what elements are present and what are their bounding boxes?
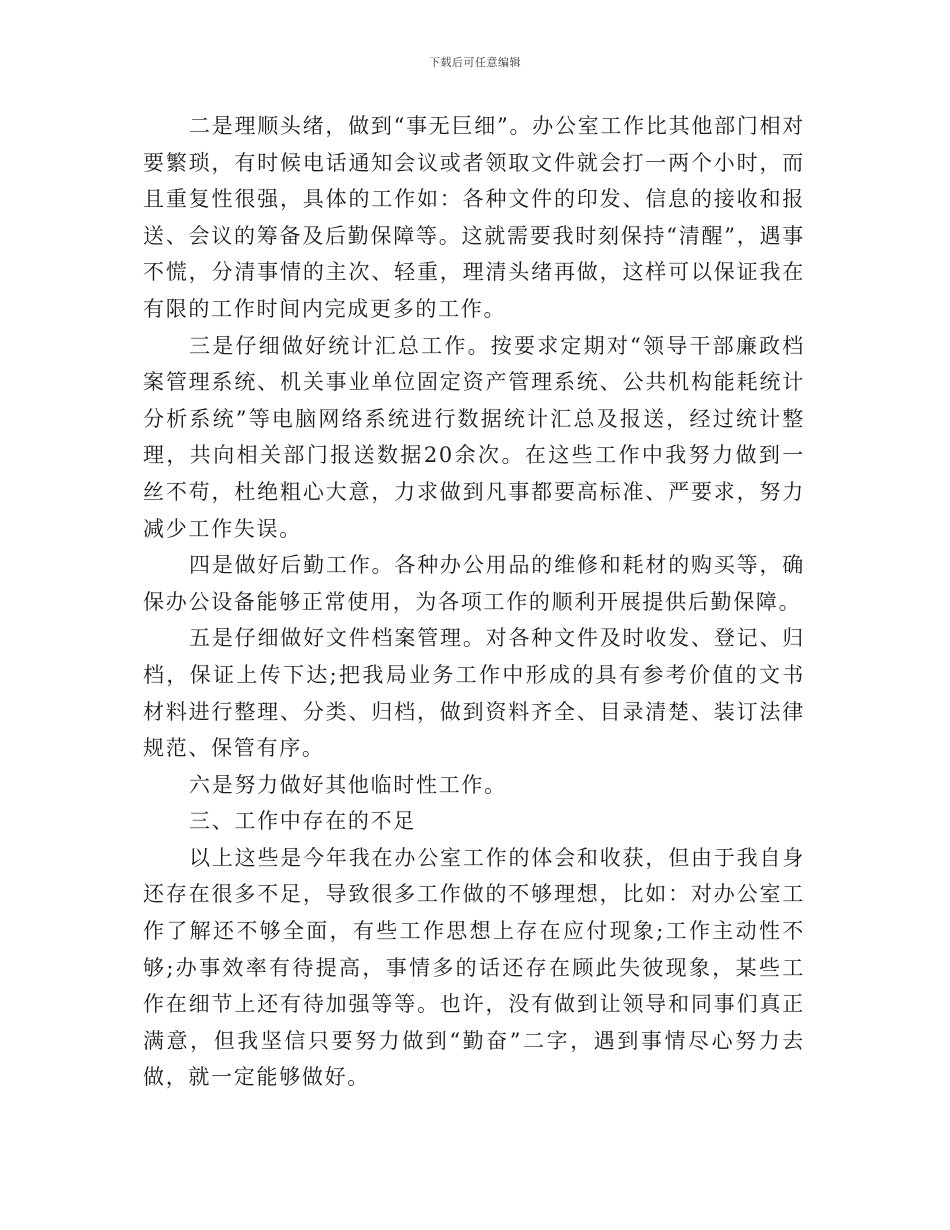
paragraph-shortcomings: 以上这些是今年我在办公室工作的体会和收获，但由于我自身还存在很多不足，导致很多工作做的不够理想，比如：对办公室工作了解还不够全面，有些工作思想上存在应付现象;工作主动性不够;办事效率有待提高，事情多的话还存在顾此失彼现象，某些工作在细节上还有待加强等等。也许，没有做到让领导和同事们真正满意，但我坚信只要努力做到“勤奋”二字，遇到事情尽心努力去做，就一定能够做好。: [143, 845, 805, 1090]
paragraph-point-two: 二是理顺头绪，做到“事无巨细”。办公室工作比其他部门相对要繁琐，有时候电话通知会议或者领取文件就会打一两个小时，而且重复性很强，具体的工作如：各种文件的印发、信息的接收和报送、会议的筹备及后勤保障等。这就需要我时刻保持“清醒”，遇事不慌，分清事情的主次、轻重，理清头绪再做，这样可以保证我在有限的工作时间内完成更多的工作。: [143, 114, 805, 321]
page-header: 下载后可任意编辑: [429, 56, 521, 69]
section-heading-shortcomings: 三、工作中存在的不足: [189, 809, 416, 834]
document-body: [143, 108, 805, 1096]
paragraph-point-four: 四是做好后勤工作。各种办公用品的维修和耗材的购买等，确保办公设备能够正常使用，为各项工作的顺利开展提供后勤保障。: [143, 553, 805, 614]
paragraph-point-five: 五是仔细做好文件档案管理。对各种文件及时收发、登记、归档，保证上传下达;把我局业务工作中形成的具有参考价值的文书材料进行整理、分类、归档，做到资料齐全、目录清楚、装订法律规范、保管有序。: [143, 626, 805, 761]
paragraph-point-six: 六是努力做好其他临时性工作。: [189, 772, 507, 797]
paragraph-point-three: 三是仔细做好统计汇总工作。按要求定期对“领导干部廉政档案管理系统、机关事业单位固定资产管理系统、公共机构能耗统计分析系统”等电脑网络系统进行数据统计汇总及报送，经过统计整理，共向相关部门报送数据20余次。在这些工作中我努力做到一丝不苟，杜绝粗心大意，力求做到凡事都要高标准、严要求，努力减少工作失误。: [143, 333, 805, 541]
